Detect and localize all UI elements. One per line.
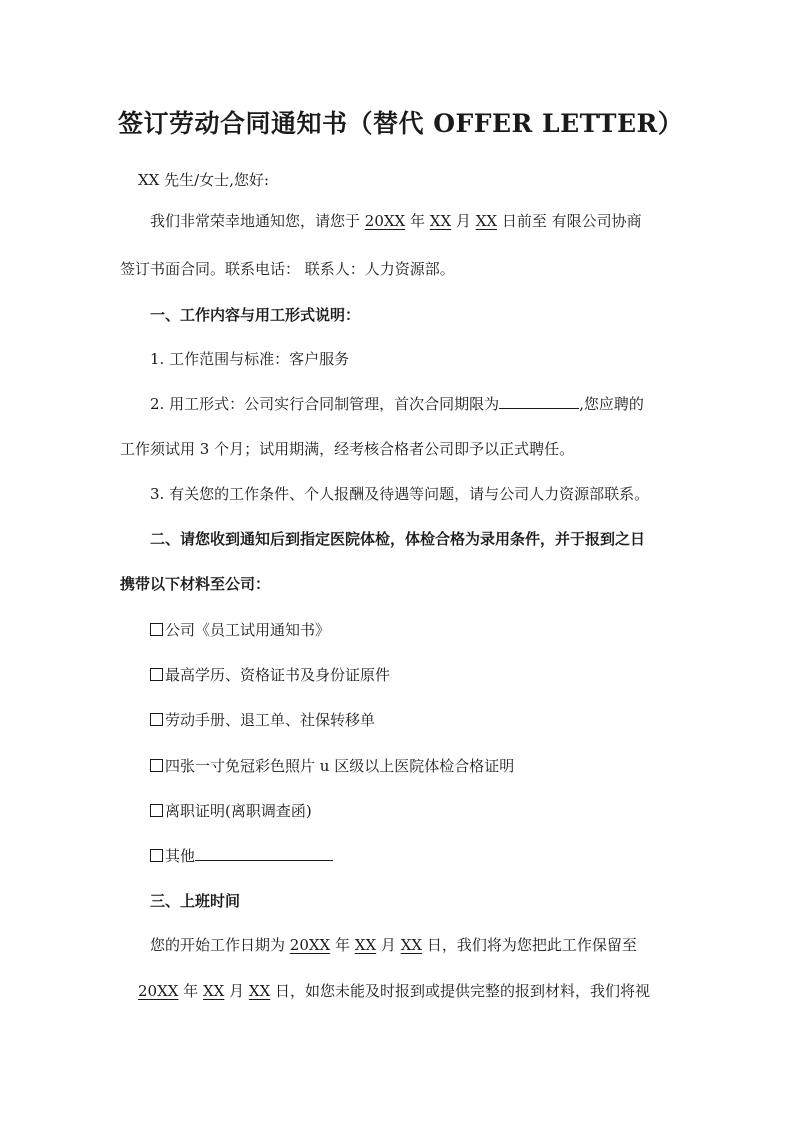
checklist-item	[150, 619, 330, 641]
intro-line-1	[150, 210, 642, 232]
checklist-item-label: 劳动手册、退工单、社保转移单	[165, 711, 376, 729]
section3-text: 您的开始工作日期为	[150, 936, 290, 954]
section2-heading-line-1: 二、请您收到通知后到指定医院体检，体检合格为录用条件，并于报到之日	[150, 530, 646, 548]
section1-item-2-text-a: 2. 用工形式：公司实行合同制管理，首次合同期限为	[150, 395, 500, 413]
checkbox-icon[interactable]	[150, 849, 163, 862]
section3-text: 日，我们将为您把此工作保留至	[422, 936, 637, 954]
section3-line-1	[150, 934, 637, 956]
checklist-item	[150, 755, 514, 777]
hold-day: XX	[248, 982, 271, 1000]
start-day: XX	[400, 936, 423, 954]
checklist-item-label: 四张一寸免冠彩色照片 u 区级以上医院体检合格证明	[165, 757, 515, 775]
checkbox-icon[interactable]	[150, 804, 163, 817]
intro-text-b: 年	[405, 212, 430, 230]
section3-text: 日，如您未能及时报到或提供完整的报到材料，我们将视	[270, 982, 651, 1000]
section1-item-2-text-b: ,您应聘的	[579, 395, 644, 413]
checklist-item-label: 离职证明(离职调查函)	[165, 802, 312, 820]
section3-text: 年	[330, 936, 355, 954]
checklist-item	[150, 845, 333, 867]
checklist-item-label: 最高学历、资格证书及身份证原件	[165, 666, 391, 684]
section3-heading: 三、上班时间	[150, 892, 241, 910]
section3-text: 月	[224, 982, 249, 1000]
checkbox-icon[interactable]	[150, 713, 163, 726]
section3-text: 年	[178, 982, 203, 1000]
section1-item-2-line-2: 工作须试用 3 个月；试用期满，经考核合格者公司即予以正式聘任。	[120, 440, 575, 458]
checkbox-icon[interactable]	[150, 759, 163, 772]
checklist-item	[150, 664, 390, 686]
start-month: XX	[354, 936, 377, 954]
checklist-item	[150, 800, 312, 822]
other-blank	[195, 846, 333, 861]
start-year: 20XX	[289, 936, 331, 954]
intro-text-c: 月	[451, 212, 476, 230]
greeting: XX 先生/女士,您好:	[138, 171, 270, 189]
document-title: 签订劳动合同通知书（替代 OFFER LETTER）	[118, 109, 684, 138]
checklist-item-label: 公司《员工试用通知书》	[165, 621, 331, 639]
intro-day: XX	[475, 212, 498, 230]
intro-month: XX	[429, 212, 452, 230]
intro-line-2: 签订书面合同。联系电话： 联系人：人力资源部。	[120, 260, 455, 278]
contract-term-blank	[499, 394, 579, 409]
section1-item-3: 3. 有关您的工作条件、个人报酬及待遇等问题，请与公司人力资源部联系。	[150, 485, 650, 503]
section1-item-2	[150, 393, 644, 415]
hold-year: 20XX	[138, 982, 179, 1000]
checklist-item	[150, 709, 375, 731]
checklist-item-label: 其他	[165, 847, 196, 865]
checkbox-icon[interactable]	[150, 623, 163, 636]
section1-item-1: 1. 工作范围与标准：客户服务	[150, 350, 350, 368]
section1-heading: 一、工作内容与用工形式说明：	[150, 306, 361, 324]
checkbox-icon[interactable]	[150, 668, 163, 681]
intro-text-d: 日前至 有限公司协商	[497, 212, 642, 230]
hold-month: XX	[203, 982, 225, 1000]
section3-text: 月	[376, 936, 401, 954]
section2-heading-line-2: 携带以下材料至公司：	[120, 575, 271, 593]
intro-year: 20XX	[364, 212, 406, 230]
section3-line-2	[138, 980, 650, 1002]
intro-text-a: 我们非常荣幸地通知您，请您于	[150, 212, 365, 230]
